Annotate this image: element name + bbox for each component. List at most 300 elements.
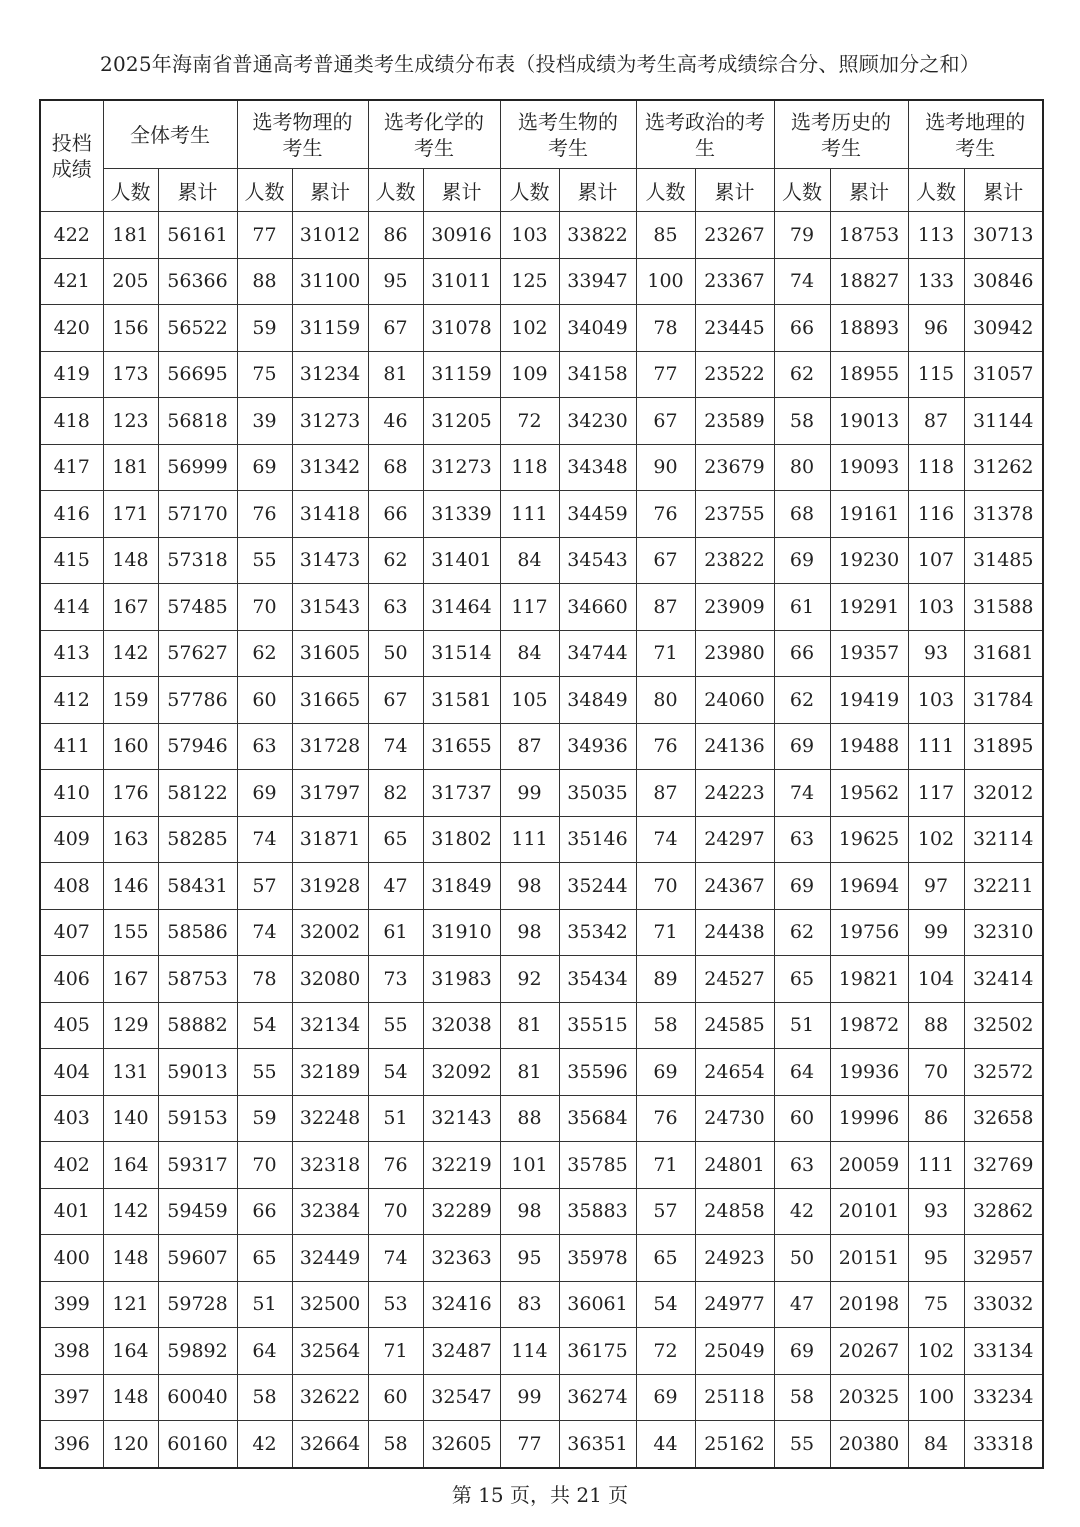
count-cell: 69: [774, 537, 830, 584]
cumulative-cell: 32189: [292, 1049, 368, 1096]
count-cell: 142: [103, 1188, 158, 1235]
table-row: [40, 1281, 1043, 1328]
cumulative-cell: 19291: [830, 584, 908, 631]
cumulative-cell: 20101: [830, 1188, 908, 1235]
count-cell: 129: [103, 1002, 158, 1049]
count-cell: 84: [500, 630, 559, 677]
cumulative-cell: 34230: [559, 398, 636, 445]
count-cell: 67: [636, 398, 695, 445]
table-row: [40, 909, 1043, 956]
count-cell: 115: [908, 351, 964, 398]
cumulative-cell: 36061: [559, 1281, 636, 1328]
cumulative-cell: 31871: [292, 816, 368, 863]
cumulative-cell: 19821: [830, 956, 908, 1003]
cumulative-cell: 31473: [292, 537, 368, 584]
header-cumulative-label: 累计: [158, 169, 237, 212]
count-cell: 98: [500, 863, 559, 910]
cumulative-cell: 31655: [423, 723, 500, 770]
cumulative-cell: 32416: [423, 1281, 500, 1328]
cumulative-cell: 32092: [423, 1049, 500, 1096]
score-cell: 404: [40, 1049, 103, 1096]
count-cell: 113: [908, 212, 964, 259]
cumulative-cell: 32114: [964, 816, 1043, 863]
cumulative-cell: 35978: [559, 1235, 636, 1282]
cumulative-cell: 23267: [695, 212, 774, 259]
cumulative-cell: 32080: [292, 956, 368, 1003]
count-cell: 96: [908, 305, 964, 352]
cumulative-cell: 56161: [158, 212, 237, 259]
header-cumulative-label: 累计: [964, 169, 1043, 212]
cumulative-cell: 56999: [158, 444, 237, 491]
cumulative-cell: 32248: [292, 1095, 368, 1142]
table-row: [40, 677, 1043, 724]
cumulative-cell: 32143: [423, 1095, 500, 1142]
cumulative-cell: 20267: [830, 1328, 908, 1375]
cumulative-cell: 31464: [423, 584, 500, 631]
count-cell: 84: [500, 537, 559, 584]
count-cell: 69: [237, 770, 292, 817]
cumulative-cell: 31514: [423, 630, 500, 677]
cumulative-cell: 35244: [559, 863, 636, 910]
count-cell: 111: [500, 491, 559, 538]
count-cell: 62: [774, 909, 830, 956]
header-count-label: 人数: [908, 169, 964, 212]
cumulative-cell: 35785: [559, 1142, 636, 1189]
count-cell: 176: [103, 770, 158, 817]
count-cell: 77: [500, 1421, 559, 1468]
count-cell: 50: [368, 630, 423, 677]
count-cell: 76: [636, 491, 695, 538]
cumulative-cell: 34348: [559, 444, 636, 491]
score-distribution-table: [39, 99, 1044, 1469]
cumulative-cell: 32572: [964, 1049, 1043, 1096]
count-cell: 69: [774, 863, 830, 910]
cumulative-cell: 35883: [559, 1188, 636, 1235]
count-cell: 76: [237, 491, 292, 538]
score-cell: 415: [40, 537, 103, 584]
count-cell: 70: [368, 1188, 423, 1235]
count-cell: 55: [368, 1002, 423, 1049]
cumulative-cell: 32211: [964, 863, 1043, 910]
count-cell: 66: [774, 305, 830, 352]
cumulative-cell: 31681: [964, 630, 1043, 677]
cumulative-cell: 24297: [695, 816, 774, 863]
count-cell: 62: [774, 351, 830, 398]
count-cell: 92: [500, 956, 559, 1003]
cumulative-cell: 35035: [559, 770, 636, 817]
count-cell: 102: [908, 1328, 964, 1375]
cumulative-cell: 32012: [964, 770, 1043, 817]
cumulative-cell: 31159: [423, 351, 500, 398]
cumulative-cell: 33822: [559, 212, 636, 259]
cumulative-cell: 31418: [292, 491, 368, 538]
count-cell: 148: [103, 537, 158, 584]
cumulative-cell: 59607: [158, 1235, 237, 1282]
count-cell: 65: [237, 1235, 292, 1282]
header-cumulative-label: 累计: [423, 169, 500, 212]
count-cell: 181: [103, 444, 158, 491]
score-cell: 410: [40, 770, 103, 817]
count-cell: 64: [237, 1328, 292, 1375]
count-cell: 54: [237, 1002, 292, 1049]
count-cell: 47: [368, 863, 423, 910]
cumulative-cell: 18753: [830, 212, 908, 259]
count-cell: 88: [237, 258, 292, 305]
cumulative-cell: 58285: [158, 816, 237, 863]
cumulative-cell: 19936: [830, 1049, 908, 1096]
cumulative-cell: 58586: [158, 909, 237, 956]
cumulative-cell: 31100: [292, 258, 368, 305]
cumulative-cell: 18955: [830, 351, 908, 398]
cumulative-cell: 32547: [423, 1374, 500, 1421]
cumulative-cell: 58753: [158, 956, 237, 1003]
count-cell: 131: [103, 1049, 158, 1096]
count-cell: 87: [500, 723, 559, 770]
score-cell: 422: [40, 212, 103, 259]
count-cell: 69: [237, 444, 292, 491]
cumulative-cell: 24977: [695, 1281, 774, 1328]
score-cell: 412: [40, 677, 103, 724]
cumulative-cell: 60040: [158, 1374, 237, 1421]
count-cell: 95: [500, 1235, 559, 1282]
cumulative-cell: 32038: [423, 1002, 500, 1049]
cumulative-cell: 32564: [292, 1328, 368, 1375]
count-cell: 80: [774, 444, 830, 491]
count-cell: 58: [774, 398, 830, 445]
count-cell: 55: [237, 537, 292, 584]
cumulative-cell: 36175: [559, 1328, 636, 1375]
count-cell: 99: [500, 1374, 559, 1421]
cumulative-cell: 32622: [292, 1374, 368, 1421]
count-cell: 77: [636, 351, 695, 398]
cumulative-cell: 23980: [695, 630, 774, 677]
header-count-label: 人数: [237, 169, 292, 212]
count-cell: 86: [908, 1095, 964, 1142]
count-cell: 109: [500, 351, 559, 398]
count-cell: 69: [774, 723, 830, 770]
cumulative-cell: 58882: [158, 1002, 237, 1049]
cumulative-cell: 20059: [830, 1142, 908, 1189]
table-row: [40, 584, 1043, 631]
count-cell: 160: [103, 723, 158, 770]
count-cell: 82: [368, 770, 423, 817]
cumulative-cell: 32310: [964, 909, 1043, 956]
cumulative-cell: 30942: [964, 305, 1043, 352]
cumulative-cell: 31378: [964, 491, 1043, 538]
count-cell: 59: [237, 305, 292, 352]
cumulative-cell: 57318: [158, 537, 237, 584]
cumulative-cell: 23755: [695, 491, 774, 538]
header-count-label: 人数: [103, 169, 158, 212]
cumulative-cell: 59892: [158, 1328, 237, 1375]
count-cell: 81: [500, 1002, 559, 1049]
cumulative-cell: 32502: [964, 1002, 1043, 1049]
count-cell: 44: [636, 1421, 695, 1468]
cumulative-cell: 33032: [964, 1281, 1043, 1328]
count-cell: 101: [500, 1142, 559, 1189]
cumulative-cell: 24858: [695, 1188, 774, 1235]
cumulative-cell: 32318: [292, 1142, 368, 1189]
score-cell: 417: [40, 444, 103, 491]
cumulative-cell: 56522: [158, 305, 237, 352]
count-cell: 171: [103, 491, 158, 538]
count-cell: 205: [103, 258, 158, 305]
cumulative-cell: 57170: [158, 491, 237, 538]
cumulative-cell: 33134: [964, 1328, 1043, 1375]
cumulative-cell: 31485: [964, 537, 1043, 584]
count-cell: 55: [237, 1049, 292, 1096]
count-cell: 54: [636, 1281, 695, 1328]
count-cell: 142: [103, 630, 158, 677]
count-cell: 75: [237, 351, 292, 398]
cumulative-cell: 19756: [830, 909, 908, 956]
count-cell: 87: [908, 398, 964, 445]
count-cell: 71: [636, 630, 695, 677]
cumulative-cell: 23589: [695, 398, 774, 445]
count-cell: 164: [103, 1328, 158, 1375]
count-cell: 121: [103, 1281, 158, 1328]
count-cell: 58: [636, 1002, 695, 1049]
cumulative-cell: 31588: [964, 584, 1043, 631]
count-cell: 116: [908, 491, 964, 538]
cumulative-cell: 31581: [423, 677, 500, 724]
cumulative-cell: 31012: [292, 212, 368, 259]
count-cell: 59: [237, 1095, 292, 1142]
cumulative-cell: 59013: [158, 1049, 237, 1096]
table-row: [40, 305, 1043, 352]
count-cell: 72: [500, 398, 559, 445]
score-cell: 411: [40, 723, 103, 770]
count-cell: 74: [774, 258, 830, 305]
count-cell: 62: [368, 537, 423, 584]
count-cell: 63: [237, 723, 292, 770]
count-cell: 74: [237, 816, 292, 863]
count-cell: 75: [908, 1281, 964, 1328]
cumulative-cell: 24585: [695, 1002, 774, 1049]
cumulative-cell: 24527: [695, 956, 774, 1003]
cumulative-cell: 32414: [964, 956, 1043, 1003]
header-cumulative-label: 累计: [292, 169, 368, 212]
cumulative-cell: 32449: [292, 1235, 368, 1282]
cumulative-cell: 57485: [158, 584, 237, 631]
cumulative-cell: 35434: [559, 956, 636, 1003]
header-sub-row: [40, 169, 1043, 212]
count-cell: 102: [908, 816, 964, 863]
cumulative-cell: 24367: [695, 863, 774, 910]
cumulative-cell: 30713: [964, 212, 1043, 259]
cumulative-cell: 31078: [423, 305, 500, 352]
score-cell: 421: [40, 258, 103, 305]
cumulative-cell: 31339: [423, 491, 500, 538]
count-cell: 78: [636, 305, 695, 352]
cumulative-cell: 34849: [559, 677, 636, 724]
count-cell: 71: [636, 1142, 695, 1189]
header-group-label: 选考物理的 考生: [237, 100, 368, 169]
cumulative-cell: 20151: [830, 1235, 908, 1282]
cumulative-cell: 20380: [830, 1421, 908, 1468]
cumulative-cell: 34660: [559, 584, 636, 631]
cumulative-cell: 24438: [695, 909, 774, 956]
cumulative-cell: 32862: [964, 1188, 1043, 1235]
score-cell: 402: [40, 1142, 103, 1189]
cumulative-cell: 30916: [423, 212, 500, 259]
cumulative-cell: 23909: [695, 584, 774, 631]
count-cell: 88: [908, 1002, 964, 1049]
score-cell: 403: [40, 1095, 103, 1142]
cumulative-cell: 34459: [559, 491, 636, 538]
count-cell: 70: [908, 1049, 964, 1096]
count-cell: 181: [103, 212, 158, 259]
count-cell: 84: [908, 1421, 964, 1468]
count-cell: 156: [103, 305, 158, 352]
table-row: [40, 444, 1043, 491]
table-header: [40, 100, 1043, 212]
cumulative-cell: 59728: [158, 1281, 237, 1328]
count-cell: 100: [636, 258, 695, 305]
cumulative-cell: 34049: [559, 305, 636, 352]
count-cell: 68: [774, 491, 830, 538]
count-cell: 104: [908, 956, 964, 1003]
cumulative-cell: 34543: [559, 537, 636, 584]
count-cell: 81: [368, 351, 423, 398]
cumulative-cell: 31401: [423, 537, 500, 584]
count-cell: 148: [103, 1374, 158, 1421]
count-cell: 61: [774, 584, 830, 631]
count-cell: 102: [500, 305, 559, 352]
count-cell: 146: [103, 863, 158, 910]
count-cell: 123: [103, 398, 158, 445]
cumulative-cell: 19013: [830, 398, 908, 445]
count-cell: 163: [103, 816, 158, 863]
count-cell: 74: [368, 1235, 423, 1282]
count-cell: 46: [368, 398, 423, 445]
cumulative-cell: 24730: [695, 1095, 774, 1142]
cumulative-cell: 31797: [292, 770, 368, 817]
cumulative-cell: 56366: [158, 258, 237, 305]
cumulative-cell: 23367: [695, 258, 774, 305]
count-cell: 69: [636, 1049, 695, 1096]
count-cell: 62: [237, 630, 292, 677]
cumulative-cell: 19357: [830, 630, 908, 677]
count-cell: 111: [908, 1142, 964, 1189]
cumulative-cell: 32219: [423, 1142, 500, 1189]
count-cell: 87: [636, 584, 695, 631]
cumulative-cell: 31144: [964, 398, 1043, 445]
cumulative-cell: 36274: [559, 1374, 636, 1421]
cumulative-cell: 24223: [695, 770, 774, 817]
cumulative-cell: 23445: [695, 305, 774, 352]
table-row: [40, 1095, 1043, 1142]
cumulative-cell: 32384: [292, 1188, 368, 1235]
cumulative-cell: 31737: [423, 770, 500, 817]
table-row: [40, 863, 1043, 910]
table-row: [40, 723, 1043, 770]
count-cell: 74: [237, 909, 292, 956]
cumulative-cell: 57627: [158, 630, 237, 677]
cumulative-cell: 19694: [830, 863, 908, 910]
cumulative-cell: 34158: [559, 351, 636, 398]
cumulative-cell: 19161: [830, 491, 908, 538]
header-cumulative-label: 累计: [559, 169, 636, 212]
cumulative-cell: 23679: [695, 444, 774, 491]
count-cell: 87: [636, 770, 695, 817]
table-row: [40, 630, 1043, 677]
cumulative-cell: 35515: [559, 1002, 636, 1049]
count-cell: 93: [908, 630, 964, 677]
cumulative-cell: 33947: [559, 258, 636, 305]
count-cell: 118: [908, 444, 964, 491]
count-cell: 98: [500, 1188, 559, 1235]
count-cell: 86: [368, 212, 423, 259]
cumulative-cell: 31665: [292, 677, 368, 724]
count-cell: 167: [103, 584, 158, 631]
cumulative-cell: 19996: [830, 1095, 908, 1142]
cumulative-cell: 18893: [830, 305, 908, 352]
count-cell: 88: [500, 1095, 559, 1142]
count-cell: 51: [237, 1281, 292, 1328]
cumulative-cell: 56695: [158, 351, 237, 398]
cumulative-cell: 59317: [158, 1142, 237, 1189]
cumulative-cell: 57946: [158, 723, 237, 770]
score-cell: 400: [40, 1235, 103, 1282]
count-cell: 60: [237, 677, 292, 724]
table-row: [40, 351, 1043, 398]
count-cell: 100: [908, 1374, 964, 1421]
count-cell: 63: [774, 816, 830, 863]
score-cell: 418: [40, 398, 103, 445]
cumulative-cell: 19562: [830, 770, 908, 817]
count-cell: 71: [636, 909, 695, 956]
cumulative-cell: 32363: [423, 1235, 500, 1282]
count-cell: 117: [500, 584, 559, 631]
count-cell: 97: [908, 863, 964, 910]
count-cell: 93: [908, 1188, 964, 1235]
cumulative-cell: 58431: [158, 863, 237, 910]
table-row: [40, 1049, 1043, 1096]
count-cell: 66: [774, 630, 830, 677]
cumulative-cell: 18827: [830, 258, 908, 305]
cumulative-cell: 32658: [964, 1095, 1043, 1142]
count-cell: 66: [237, 1188, 292, 1235]
cumulative-cell: 24923: [695, 1235, 774, 1282]
count-cell: 67: [368, 677, 423, 724]
count-cell: 99: [908, 909, 964, 956]
table-row: [40, 1188, 1043, 1235]
cumulative-cell: 31057: [964, 351, 1043, 398]
count-cell: 74: [368, 723, 423, 770]
count-cell: 103: [908, 584, 964, 631]
count-cell: 98: [500, 909, 559, 956]
header-cumulative-label: 累计: [830, 169, 908, 212]
count-cell: 51: [774, 1002, 830, 1049]
table-row: [40, 398, 1043, 445]
cumulative-cell: 31262: [964, 444, 1043, 491]
count-cell: 76: [636, 1095, 695, 1142]
count-cell: 50: [774, 1235, 830, 1282]
page-number: 第 15 页，共 21 页: [451, 1483, 629, 1507]
score-cell: 414: [40, 584, 103, 631]
table-row: [40, 1328, 1043, 1375]
count-cell: 167: [103, 956, 158, 1003]
cumulative-cell: 31728: [292, 723, 368, 770]
cumulative-cell: 36351: [559, 1421, 636, 1468]
cumulative-cell: 35596: [559, 1049, 636, 1096]
count-cell: 67: [636, 537, 695, 584]
count-cell: 64: [774, 1049, 830, 1096]
cumulative-cell: 32134: [292, 1002, 368, 1049]
count-cell: 85: [636, 212, 695, 259]
table-row: [40, 816, 1043, 863]
